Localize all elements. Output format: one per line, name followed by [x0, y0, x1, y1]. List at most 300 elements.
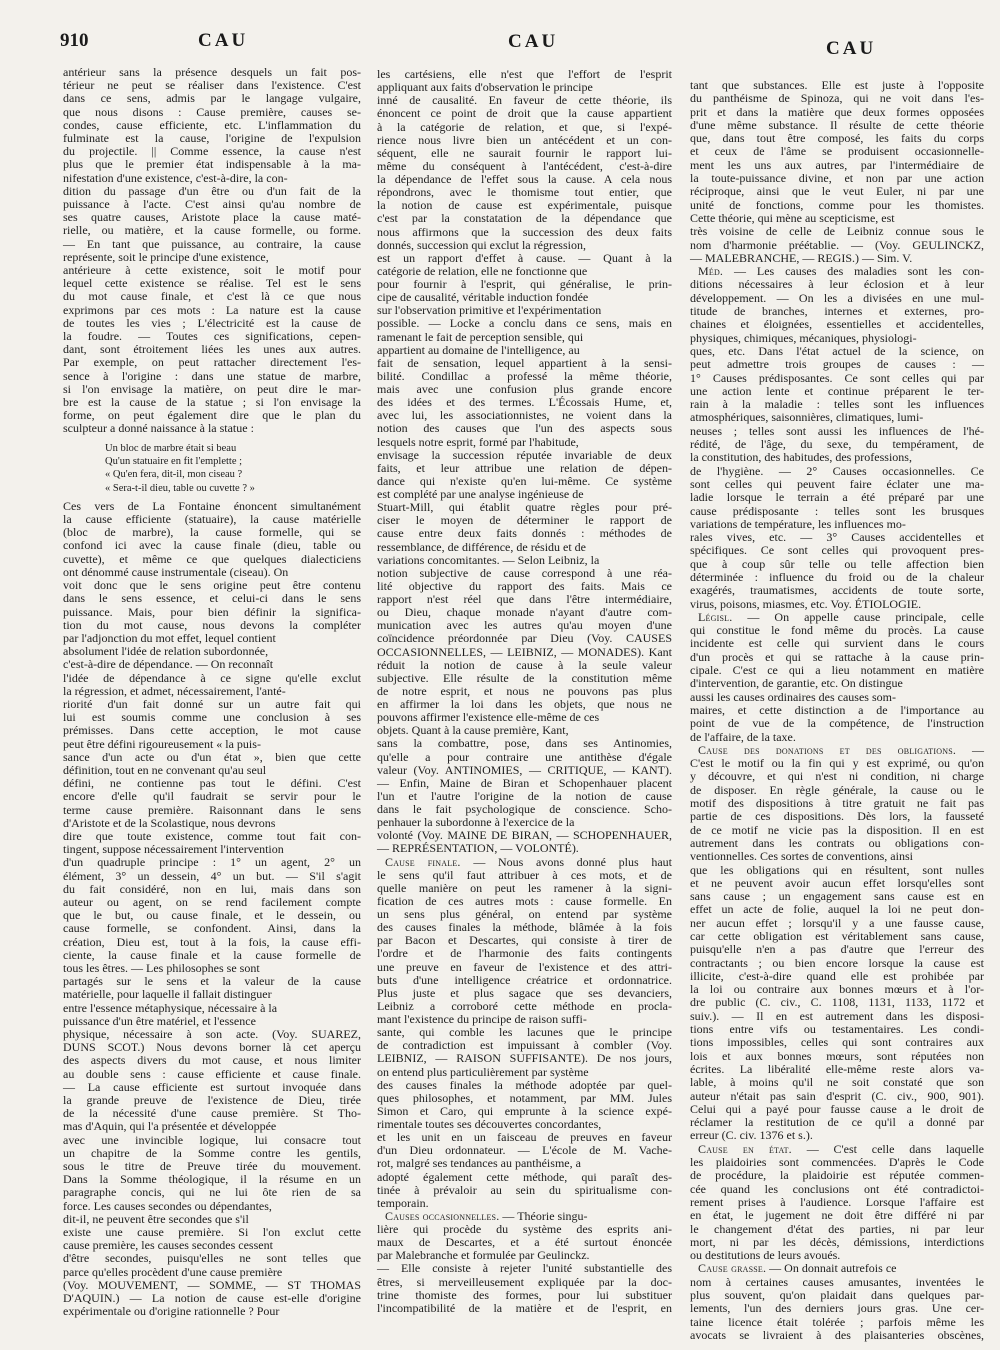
- line-text: sur l'observation primitive et l'expérimentation: [377, 303, 602, 318]
- text-line: [690, 145, 984, 158]
- line-text: la régression, et admet, nécessairement, l'anté-: [63, 683, 286, 698]
- line-text: Simon et Caro, qui emprunte à la science expé-: [377, 1103, 672, 1118]
- line-text: d'un procès et qui se rattache à la cause prin-: [690, 649, 984, 664]
- line-text: de ce motif ne vicie pas la disposition. Il en est: [690, 822, 984, 837]
- line-text: parce qu'elles procèdent d'une cause première: [63, 1264, 283, 1279]
- line-text: plus souvent, qu'on plaidait dans quelques par-: [690, 1288, 984, 1303]
- text-line: [690, 996, 984, 1009]
- line-text: antérieure à cette existence, soit le motif pour: [63, 263, 361, 278]
- line-text: et les unit en un faisceau de preuves en faveur: [377, 1130, 672, 1145]
- text-line: [690, 957, 984, 970]
- line-text: contractants ; ou bien encore lorsque la cause est: [690, 955, 984, 970]
- line-text: que, dans tout être composé, les faits du corps: [690, 131, 984, 146]
- line-text: et ceux de l'âme se produisent occasionnelle-: [690, 144, 984, 159]
- line-text: Plus juste et plus sagace que ses devanciers,: [377, 985, 672, 1000]
- article-section: [690, 265, 984, 611]
- line-text: que nous disons : Cause première, causes se-: [63, 104, 361, 119]
- line-text: sont celles qui peuvent faire éclater une ma-: [690, 476, 984, 491]
- line-text: penhauer la subordonne à l'exercice de la: [377, 815, 575, 830]
- line-text: du panthéisme de Spinoza, qui ne voit dans l'es-: [690, 91, 984, 106]
- text-line: [690, 1196, 984, 1209]
- line-text: même du conséquent à l'antécédent, c'est-à-dire: [377, 158, 672, 173]
- text-line: [690, 544, 984, 557]
- line-text: coïncidence préordonnée par Dieu (Voy. CAUSES: [377, 631, 672, 646]
- line-text: dition du passage d'un être ou d'un fait de la: [63, 183, 361, 198]
- text-line: [377, 1302, 672, 1315]
- text-line: [690, 372, 984, 385]
- text-line: [690, 664, 984, 677]
- text-line: [690, 292, 984, 305]
- line-text: les plaidoiries sont commencées. D'après le Code: [690, 1155, 984, 1170]
- line-text: rement prises à l'audience. Lorsque l'affaire est: [690, 1194, 984, 1209]
- text-line: [690, 172, 984, 185]
- line-text: réclamer la restitution de ce qu'il a donné par: [690, 1115, 984, 1130]
- line-text: dant, sont étroitement liées les unes aux autres.: [63, 342, 361, 357]
- text-line: [690, 784, 984, 797]
- section-heading: Cause finale.: [385, 854, 461, 869]
- text-line: [690, 637, 984, 650]
- line-text: sance d'un acte ou d'un état », bien que cette: [63, 749, 361, 764]
- line-text: un sens plus général, on entend par système: [377, 907, 672, 921]
- line-text: dans ce sens, admis par le langage vulgaire,: [63, 91, 361, 106]
- line-text: puissance d'un être matériel, et l'essence: [63, 1013, 256, 1028]
- text-line: [690, 930, 984, 943]
- line-text: mant l'existence du principe de raison suffi-: [377, 1012, 587, 1026]
- line-text: ressemblance, de différence, de résidu et de: [377, 539, 587, 554]
- line-text: mais avec une confusion plus grande encore: [377, 382, 672, 396]
- line-text: Un bloc de marbre était si beau: [105, 442, 237, 454]
- line-text: — Nous avons donné plus haut: [473, 854, 673, 869]
- line-text: — Théorie singu-: [502, 1208, 588, 1223]
- text-line: [690, 1209, 984, 1222]
- line-text: appliquant aux faits d'observation le principe: [377, 80, 593, 95]
- line-text: auteur n'était pas sain d'esprit (C. civ., 900, 901).: [690, 1088, 984, 1103]
- line-text: lable, à moins qu'il ne soit constaté que son: [690, 1075, 984, 1090]
- line-text: LEIBNIZ, — RAISON SUFFISANTE). De nos jours,: [377, 1051, 672, 1066]
- line-text: en état, le jugement ne doit être différé ni par: [690, 1208, 984, 1223]
- text-line: [690, 1050, 984, 1063]
- line-text: — En tant que puissance, au contraire, la cause: [63, 236, 361, 251]
- line-text: dans le sens essence, et celui-ci dans le sens: [63, 591, 361, 606]
- line-text: lière qui procède du système des esprits ani-: [377, 1222, 672, 1236]
- text-line: [690, 1249, 984, 1262]
- line-text: par Bacon et Descartes, qui consiste à tirer de: [377, 933, 672, 948]
- verse-line: [105, 482, 361, 495]
- line-text: prémisses. Dans cette acception, le mot cause: [63, 723, 361, 738]
- text-line: [690, 1076, 984, 1089]
- line-text: ciente, la cause finale et la cause formelle de: [63, 947, 361, 962]
- text-line: [690, 345, 984, 358]
- line-text: quelle manière on peut les ramener à la signi-: [377, 880, 672, 895]
- line-text: maux de Descartes, et a été surtout énoncée: [377, 1235, 672, 1250]
- line-text: pouvons affirmer l'existence elle-même de ces: [377, 710, 600, 725]
- line-text: réciproque, ainsi que le veut Euler, ni par une: [690, 184, 984, 199]
- line-text: plus que le premier état indispensable à la ma-: [63, 157, 361, 172]
- line-text: est complété par une analyse ingénieuse de: [377, 487, 584, 501]
- line-text: le changement d'état des parties, ni par leur: [690, 1221, 984, 1236]
- text-line: [690, 491, 984, 504]
- text-line: [690, 212, 984, 225]
- line-text: Ces vers de La Fontaine énoncent simultanément: [63, 498, 361, 513]
- text-line: [690, 983, 984, 996]
- line-text: motif des dispositions à titre gratuit ne fait pas: [690, 796, 984, 811]
- line-text: de notre esprit, et nous ne pouvons pas plus: [377, 683, 672, 698]
- line-text: lesquels notre esprit, formé par l'habitude,: [377, 434, 579, 449]
- text-line: [690, 132, 984, 145]
- line-text: inné de causalité. En faveur de cette théorie, ils: [377, 93, 672, 108]
- text-line: [690, 584, 984, 597]
- line-text: dre public (C. civ., C. 1108, 1131, 1133, 1172 et: [690, 995, 984, 1010]
- line-text: ladie lorsque le terrain a été préparé par une: [690, 490, 984, 505]
- text-line: [690, 106, 984, 119]
- line-text: neuses ; telles sont aussi les influences de l'hé-: [690, 423, 984, 438]
- line-text: (bloc de marbre), la cause formelle, qui se: [63, 525, 361, 540]
- verse-quotation: [105, 442, 361, 495]
- line-text: auteur ou agent, on se rend facilement compte: [63, 894, 361, 909]
- line-text: de la nécessité d'une cause première. St Tho-: [63, 1106, 361, 1121]
- line-text: Par exemple, on peut rattacher directement l'es-: [63, 355, 361, 370]
- line-text: cause prédisposante : telles sont les brusques: [690, 503, 984, 518]
- text-line: [690, 318, 984, 331]
- text-line: [690, 518, 984, 531]
- line-text: nom d'harmonie préétablie. — (Voy. GEULINCKZ,: [690, 237, 984, 252]
- line-text: puissance. Mais, pour bien définir la significa-: [63, 604, 361, 619]
- line-text: atmosphériques, saisonnières, climatiques, lumi-: [690, 410, 924, 425]
- text-line: [690, 611, 984, 624]
- line-text: valeur (Voy. ANTINOMIES, — CRITIQUE, — KANT).: [377, 762, 672, 777]
- text-line: [690, 917, 984, 930]
- text-line: [690, 385, 984, 398]
- line-text: sculpteur a donné naissance à la statue :: [63, 421, 254, 436]
- line-text: la cause efficiente (statuaire), la cause matérielle: [63, 512, 361, 527]
- line-text: Cette théorie, qui mène au scepticisme, est: [690, 210, 895, 225]
- line-text: séquent, elle ne saurait fournir le rapport lui-: [377, 145, 672, 160]
- line-text: dance qui n'existe qu'en lui-même. Ce système: [377, 473, 672, 488]
- line-text: la dépendance de l'effet sous la cause. A cela nous: [377, 172, 672, 186]
- line-text: tions impossibles, celles qui sont contraires aux: [690, 1035, 984, 1050]
- line-text: avocats se livraient à des plaisanteries obscènes,: [690, 1327, 984, 1342]
- paragraph: [377, 68, 672, 856]
- line-text: ciser le moyen de déterminer le rapport de: [377, 513, 672, 528]
- line-text: antérieur sans la présence desquels un fait pos-: [63, 65, 361, 79]
- text-line: [690, 398, 984, 411]
- line-text: suiv.). — Il en est autrement dans les disposi-: [690, 1008, 984, 1023]
- line-text: partagés sur le sens et la valeur de la cause: [63, 974, 361, 989]
- line-text: ditions nécessaires à leur éclosion et à leur: [690, 277, 984, 292]
- text-line: [690, 890, 984, 903]
- line-text: rapport n'est réel que dans l'être intermédiaire,: [377, 592, 672, 606]
- line-text: OCCASIONNELLES, — LEIBNIZ, — MONADES). Kant: [377, 644, 672, 659]
- line-text: titude de branches, internes et externes, pro-: [690, 304, 984, 319]
- line-text: et ne peuvent avoir aucun effet lorsqu'elles sont: [690, 875, 984, 890]
- line-text: cause entre deux faits donnés : méthodes de: [377, 526, 672, 541]
- text-line: [690, 199, 984, 212]
- line-text: de contradiction est impuissant à combler (Voy.: [377, 1038, 672, 1053]
- line-text: partie de ces dispositions. Dès lors, la fausseté: [690, 809, 984, 824]
- verse-line: [105, 455, 361, 468]
- line-text: puissance à l'acte. C'est ainsi qu'au nombre de: [63, 197, 361, 212]
- line-text: « Sera-t-il dieu, table ou cuvette ? »: [105, 482, 255, 494]
- text-line: [690, 744, 984, 757]
- text-line: [690, 624, 984, 637]
- verse-line: [105, 468, 361, 481]
- line-text: 1° Causes prédisposantes. Ce sont celles qui par: [690, 370, 984, 385]
- line-text: cipe de causalité, véritable induction fondée: [377, 290, 589, 305]
- text-line: [690, 451, 984, 464]
- section-heading: Causes occasionnelles.: [385, 1208, 500, 1223]
- line-text: ramenant le fait de perception sensible, qui: [377, 329, 584, 344]
- text-line: [690, 1223, 984, 1236]
- line-text: lité objective du rapport des faits. Mais ce: [377, 578, 672, 593]
- paragraph: [690, 79, 984, 265]
- line-text: riorité d'un fait donné sur un autre fait qui: [63, 696, 361, 711]
- line-text: térieur ne peut se réaliser dans l'existence. C'est: [63, 78, 361, 93]
- line-text: encore d'elle qu'il faudrait se servir pour le: [63, 789, 361, 804]
- line-text: — REPRÉSENTATION, — VOLONTÉ).: [377, 841, 579, 856]
- text-line: [690, 770, 984, 783]
- text-line: [690, 1169, 984, 1182]
- line-text: rience nous livre bien un antécédent et un con-: [377, 132, 672, 147]
- text-line: [690, 877, 984, 890]
- article-section: [377, 856, 672, 1210]
- line-text: entre l'essence métaphysique, nécessaire à la: [63, 1000, 278, 1015]
- line-text: du mot cause finale, et c'est là ce que nous: [63, 289, 361, 304]
- line-text: lois et aux bonnes mœurs, sont réputées non: [690, 1048, 984, 1063]
- text-line: [690, 1090, 984, 1103]
- line-text: ou Dieu, chaque monade n'ayant d'autre com-: [377, 605, 672, 620]
- text-line: [690, 598, 984, 611]
- line-text: la notion de cause est expérimentale, puisque: [377, 198, 672, 213]
- line-text: exprimons par ces mots : La nature est la cause: [63, 302, 361, 317]
- line-text: autrement dans les contrats ou obligations con-: [690, 835, 984, 850]
- line-text: d'un quadruple principe : 1° un agent, 2° un: [63, 855, 361, 870]
- text-line: [690, 970, 984, 983]
- line-text: Stuart-Mill, qui établit quatre règles pour pré-: [377, 500, 672, 515]
- line-text: adopté également cette méthode, qui paraît des-: [377, 1169, 672, 1184]
- line-text: illicite, c'est-à-dire quand elle est prohibée par: [690, 968, 984, 983]
- line-text: fait de sensation, lequel appartient à la sensi-: [377, 355, 672, 370]
- line-text: ses quatre causes, Aristote place la cause maté-: [63, 210, 361, 225]
- line-text: sous le titre de Preuve tirée du mouvement.: [63, 1159, 361, 1174]
- line-text: des causes finales la méthode adoptée par quel-: [377, 1077, 672, 1092]
- line-text: prit et dans la matière que deux formes opposées: [690, 104, 984, 119]
- line-text: catégorie de relation, elle ne fonctionne que: [377, 263, 588, 278]
- text-line: [690, 1010, 984, 1023]
- line-text: Leibniz a corroboré cette méthode en procla-: [377, 998, 672, 1013]
- text-line: [690, 119, 984, 132]
- line-text: définition, tout en ne convenant qu'au seul: [63, 762, 267, 777]
- line-text: ou destitutions de leurs avoués.: [690, 1248, 841, 1263]
- line-text: écrites. La libéralité elle-même reste alors va-: [690, 1061, 984, 1076]
- text-line: [690, 465, 984, 478]
- article-section: [690, 1143, 984, 1263]
- text-line: [690, 531, 984, 544]
- text-line: [690, 1143, 984, 1156]
- running-head-left: CAU: [198, 30, 249, 51]
- verse-line: [105, 442, 361, 455]
- line-text: d'une même substance. Il résulte de cette théorie: [690, 117, 984, 132]
- text-line: [690, 278, 984, 291]
- paragraph: [63, 500, 361, 1319]
- section-heading: Cause des donations et des obligations.: [698, 742, 957, 757]
- text-line: [690, 185, 984, 198]
- text-line: [690, 92, 984, 105]
- line-text: réduit la notion de cause à la seule valeur: [377, 657, 672, 672]
- article-section: [690, 611, 984, 744]
- column-3: [690, 79, 984, 1342]
- line-text: rales vives, etc. — 3° Causes accidentelles et: [690, 530, 984, 545]
- line-text: peut être défini rigoureusement « la puis-: [63, 736, 261, 751]
- text-line: [690, 797, 984, 810]
- line-text: —: [972, 742, 985, 757]
- line-text: notion des causes que l'un des aspects sous: [377, 421, 672, 436]
- line-text: — Elle consiste à rejeter l'unité substantielle des: [377, 1261, 672, 1276]
- line-text: d'intervention, de garantie, etc. On distingue: [690, 676, 903, 691]
- section-heading: Méd.: [698, 264, 724, 279]
- line-text: que à coup sûr telle ou telle affection bien: [690, 556, 984, 571]
- line-text: dit-il, ne peuvent être secondes que s'il: [63, 1211, 249, 1226]
- line-text: exagérés, traumatismes, accidents de toute sorte,: [690, 583, 984, 598]
- line-text: sans la combattre, pose, dans ses Antinomies,: [377, 736, 672, 751]
- line-text: chaines et éloignées, essentielles et accidentelles,: [690, 317, 984, 332]
- text-line: [690, 903, 984, 916]
- article-section: [377, 1210, 672, 1315]
- text-line: [690, 1023, 984, 1036]
- text-line: [690, 358, 984, 371]
- line-text: point de vue de la compétence, de l'instruction: [690, 716, 984, 731]
- line-text: aussi les causes ordinaires des causes som-: [690, 689, 896, 704]
- text-line: [690, 411, 984, 424]
- line-text: variations concomitantes. — Selon Leibniz, la: [377, 552, 600, 567]
- line-text: si l'on envisage la matière, on peut dire le mar-: [63, 381, 361, 396]
- line-text: déterminée : influence du froid ou de la chaleur: [690, 569, 984, 584]
- line-text: objets. Quant à la cause première, Kant,: [377, 723, 569, 738]
- line-text: la grande preuve de l'existence de Dieu, tirée: [63, 1093, 361, 1108]
- line-text: rielle, ou matière, et la cause formelle, ou forme.: [63, 223, 361, 238]
- line-text: tous les êtres. — Les philosophes se sont: [63, 960, 260, 975]
- line-text: sante, qui comble les lacunes que le principe: [377, 1025, 672, 1040]
- line-text: êtres, si merveilleusement expliquée par la doc-: [377, 1274, 672, 1289]
- text-line: [690, 1302, 984, 1315]
- line-text: des causes finales la méthode, blâmée à la fois: [377, 920, 672, 935]
- line-text: existe une cause première. Si l'on exclut cette: [63, 1225, 361, 1240]
- line-text: une action lente et continue préparent le ter-: [690, 383, 984, 398]
- text-line: [690, 1063, 984, 1076]
- line-text: lements, l'un des derniers jours gras. Une cer-: [690, 1301, 984, 1316]
- line-text: des aspects divers du mot cause, et nous limiter: [63, 1053, 361, 1068]
- line-text: fulminate est la cause, l'origine de l'expulsion: [63, 131, 361, 146]
- line-text: nous affirmons que la succession des deux faits: [377, 224, 672, 239]
- line-text: d'Aristote et de la Scolastique, nous devrons: [63, 815, 276, 830]
- line-text: tion du mot cause, nous devons la compléter: [63, 617, 361, 632]
- line-text: notion subjective de cause correspond à une réa-: [377, 565, 672, 580]
- line-text: (Voy. MOUVEMENT, — SOMME, — ST THOMAS: [63, 1277, 361, 1292]
- line-text: bilité. Condillac a professé la même théorie,: [377, 368, 672, 383]
- line-text: du fait considéré, non en lui, mais dans son: [63, 881, 361, 896]
- line-text: spécifiques. Ce sont celles qui provoquent pres-: [690, 543, 984, 558]
- line-text: forme, on peut également dire que le plan du: [63, 408, 361, 423]
- line-text: incidente est celle qui survient dans le cours: [690, 636, 984, 651]
- line-text: munication avec les autres qu'au moyen d'une: [377, 618, 672, 633]
- text-line: [690, 159, 984, 172]
- line-text: buts d'une intelligence créatrice et ordonnatrice.: [377, 972, 672, 987]
- line-text: une preuve en faveur de l'existence et des attri-: [377, 959, 672, 974]
- line-text: terme cause première. Raisonnant dans le sens: [63, 802, 361, 817]
- line-text: répondrons, avec le thomisme tout entier, que: [377, 185, 672, 200]
- line-text: possible. — Locke a conclu dans ce sens, mais en: [377, 316, 672, 331]
- line-text: physiques, chimiques, mécaniques, physiologi-: [690, 330, 917, 345]
- text-line: [690, 225, 984, 238]
- line-text: tinée à prévaloir au sein du spiritualisme con-: [377, 1182, 672, 1197]
- line-text: avec une invincible logique, lui consacre tout: [63, 1132, 361, 1147]
- line-text: lui est soumis comme une conclusion à ses: [63, 710, 361, 725]
- line-text: l'idée de dépendance à ce signe qu'elle exclut: [63, 670, 361, 685]
- line-text: D'AQUIN.) — La notion de cause est-elle d'origine: [63, 1291, 361, 1306]
- line-text: subjective. Elle résulte de la constitution même: [377, 670, 672, 685]
- line-text: en affirmer la loi dans les objets, que nous ne: [377, 697, 672, 711]
- line-text: donnés, succession qui exclut la régression,: [377, 237, 586, 252]
- line-text: Celui qui a payé pour fausse cause a le droit de: [690, 1101, 984, 1116]
- line-text: cipale. C'est ce qui a lieu notamment en matière: [690, 663, 984, 678]
- line-text: y découvre, et qui n'est ni condition, ni charge: [690, 769, 984, 784]
- text-line: [690, 1183, 984, 1196]
- text-line: [690, 79, 984, 92]
- text-line: [690, 850, 984, 863]
- line-text: unité de fonctions, comme pour les thomistes.: [690, 197, 984, 212]
- text-line: [690, 677, 984, 690]
- line-text: à la catégorie de relation, et que, si l'expé-: [377, 119, 672, 134]
- line-text: de procédure, la plaidoirie est réputée commen-: [690, 1168, 984, 1183]
- text-line: [690, 305, 984, 318]
- line-text: de toutes les vies ; L'électricité est la cause de: [63, 315, 361, 330]
- line-text: — On appelle cause principale, celle: [747, 609, 984, 624]
- line-text: effet un acte de folie, auquel la loi ne peut don-: [690, 902, 984, 917]
- line-text: d'être secondes, puisqu'elles ne sont telles que: [63, 1251, 361, 1266]
- line-text: — C'est celle dans laquelle: [806, 1141, 985, 1156]
- line-text: condes, cause efficiente, etc. L'inflammation du: [63, 117, 361, 132]
- line-text: la foudre. — Toutes ces significations, cepen-: [63, 329, 361, 344]
- line-text: l'ordre et de l'harmonie des faits contingents: [377, 946, 672, 961]
- line-text: force. Les causes secondes ou dépendantes,: [63, 1198, 272, 1213]
- text-line: [690, 478, 984, 491]
- text-line: [690, 1329, 984, 1342]
- section-heading: Cause grasse.: [698, 1261, 767, 1276]
- line-text: représente, soit le principe d'une existence,: [63, 249, 269, 264]
- text-line: [690, 1276, 984, 1289]
- text-line: [690, 252, 984, 265]
- line-text: ques philosophes, et notamment, par MM. Jules: [377, 1090, 672, 1105]
- line-text: nom à certaines causes amusantes, inventées le: [690, 1274, 984, 1289]
- line-text: cuvette), et même ce que quelques dialecticiens: [63, 551, 361, 566]
- text-line: [690, 717, 984, 730]
- section-heading: Législ.: [698, 609, 733, 624]
- text-line: [690, 332, 984, 345]
- line-text: d'un Dieu ordonnateur. — L'école de M. Vache-: [377, 1143, 672, 1158]
- text-line: [690, 1116, 984, 1129]
- text-line: [690, 943, 984, 956]
- text-line: [690, 837, 984, 850]
- line-text: temporain.: [377, 1195, 429, 1210]
- line-text: les cartésiens, elle n'est que l'effort de l'esprit: [377, 67, 672, 81]
- text-line: [690, 1103, 984, 1116]
- text-line: [690, 571, 984, 584]
- article-section: [690, 1262, 984, 1342]
- line-text: dans le fait psychologique de conscience. Scho-: [377, 802, 672, 816]
- line-text: sans cause ; un engagement sans cause est en: [690, 889, 984, 904]
- line-text: envisage la succession réputée invariable de deux: [377, 447, 672, 462]
- line-text: de disposer. En règle générale, la cause ou le: [690, 782, 984, 797]
- text-line: [690, 239, 984, 252]
